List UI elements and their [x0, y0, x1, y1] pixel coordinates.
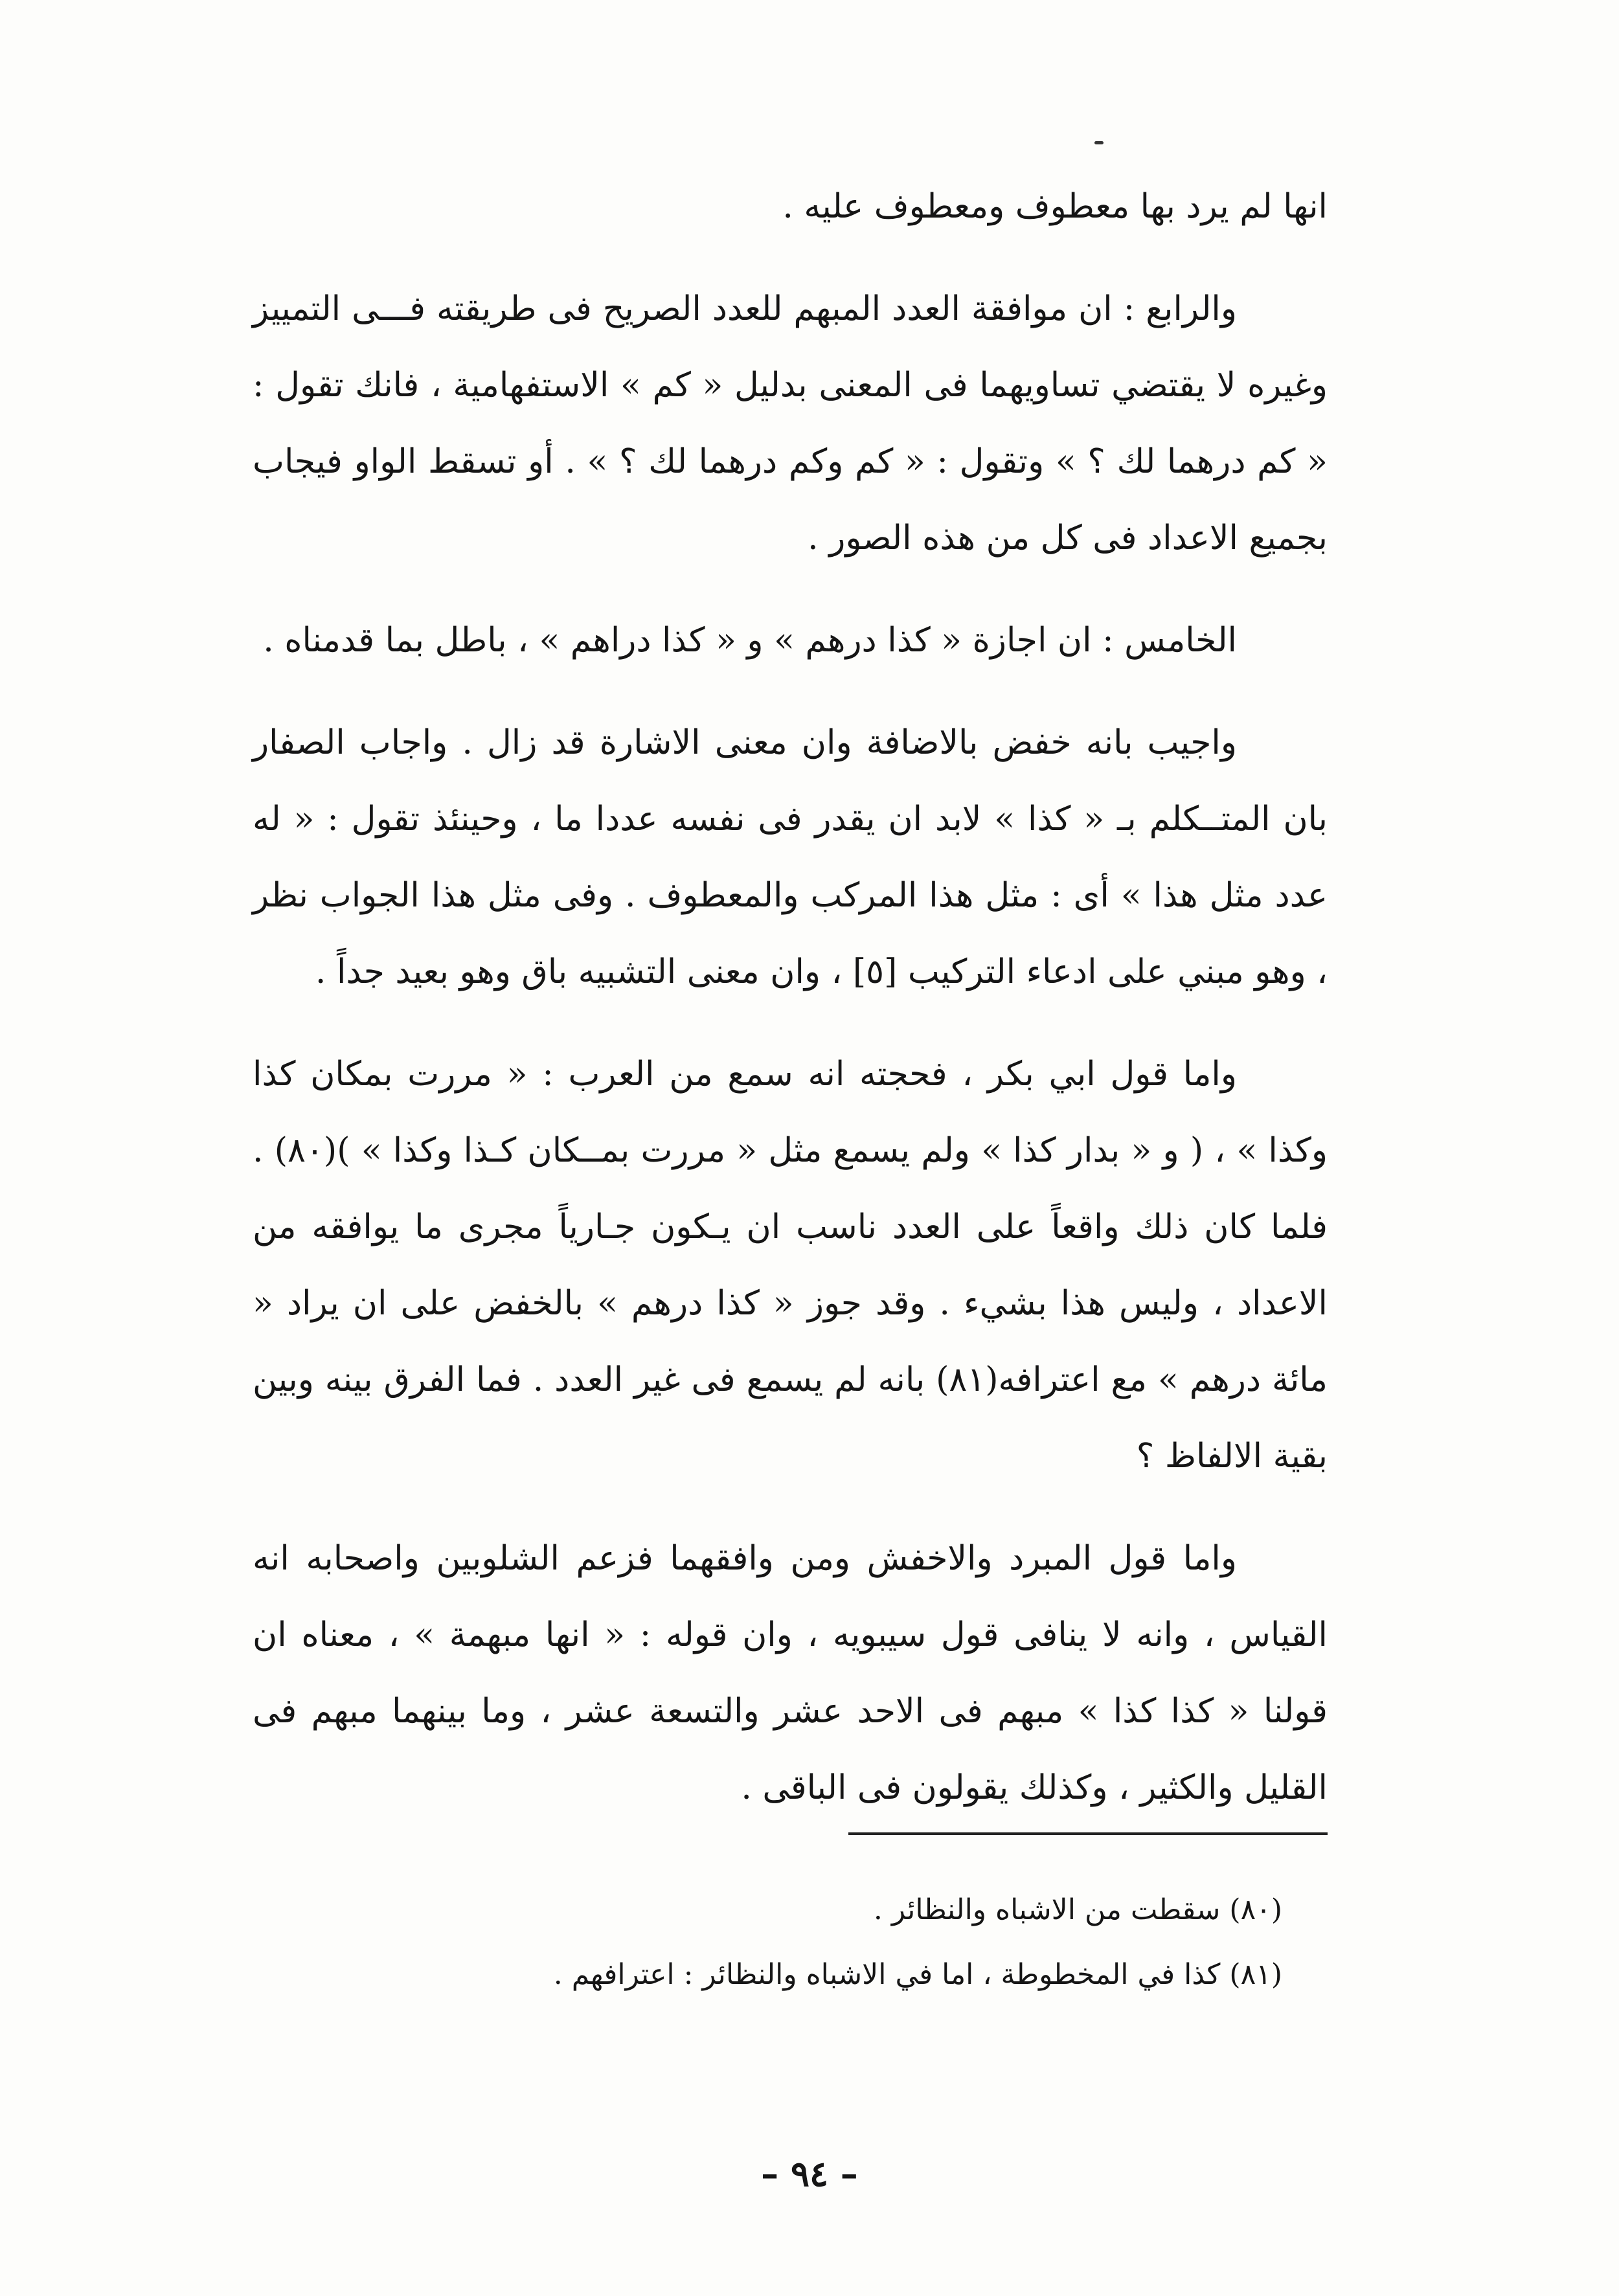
paragraph-3: الخامس : ان اجازة « كذا درهم » و « كذا دراهم » ، باطل بما قدمناه .: [263, 621, 1237, 660]
paragraph-1: انها لم يرد بها معطوف ومعطوف عليه .: [782, 187, 1328, 226]
paragraph-5: واما قول ابي بكر ، فحجته انه سمع من العرب : « مررت بمكان كذا وكذا » ، ( و « بدار كذا » ولم يسمع مثل « مررت بمــكان كـذا وكذا » )(٨٠) . فلما كان ذلك واقعاً على العدد ناسب ان يـكون جـارياً مجرى ما يوافقه من الاعداد ، وليس هذا بشيء . وقد جوز « كذا درهم » بالخفض على ان يراد « مائة درهم » مع اعترافه(٨١) بانه لم يسمع فى غير العدد . فما الفرق بينه وبين بقية الالفاظ ؟: [253, 1055, 1328, 1476]
footnote-divider: [848, 1832, 1328, 1835]
footnote-81: (٨١) كذا في المخطوطة ، اما في الاشباه والنظائر : اعترافهم .: [553, 1958, 1282, 1991]
paragraph-2: والرابع : ان موافقة العدد المبهم للعدد الصريح فى طريقته فـــى التمييز وغيره لا يقتضي تساويهما فى المعنى بدليل « كم » الاستفهامية ، فانك تقول : « كم درهما لك ؟ » وتقول : « كم وكم درهما لك ؟ » . أو تسقط الواو فيجاب بجميع الاعداد فى كل من هذه الصور .: [253, 289, 1328, 557]
footnote-80: (٨٠) سقطت من الاشباه والنظائر .: [873, 1893, 1282, 1926]
footnotes: [253, 1878, 1282, 2007]
main-text: [253, 168, 1328, 1852]
page-number: – ٩٤ –: [761, 2153, 858, 2194]
paragraph-6: واما قول المبرد والاخفش ومن وافقهما فزعم الشلوبين واصحابه انه القياس ، وانه لا ينافى قول سيبويه ، وان قوله : « انها مبهمة » ، معناه ان قولنا « كذا كذا » مبهم فى الاحد عشر والتسعة عشر ، وما بينهما مبهم فى القليل والكثير ، وكذلك يقولون فى الباقى .: [253, 1539, 1328, 1807]
print-speck: [1094, 141, 1104, 144]
paragraph-4: واجيب بانه خفض بالاضافة وان معنى الاشارة قد زال . واجاب الصفار بان المتــكلم بـ « كذا » لابد ان يقدر فى نفسه عددا ما ، وحينئذ تقول : « له عدد مثل هذا » أى : مثل هذا المركب والمعطوف . وفى مثل هذا الجواب نظر ، وهو مبني على ادعاء التركيب [٥] ، وان معنى التشبيه باق وهو بعيد جداً .: [253, 723, 1328, 991]
